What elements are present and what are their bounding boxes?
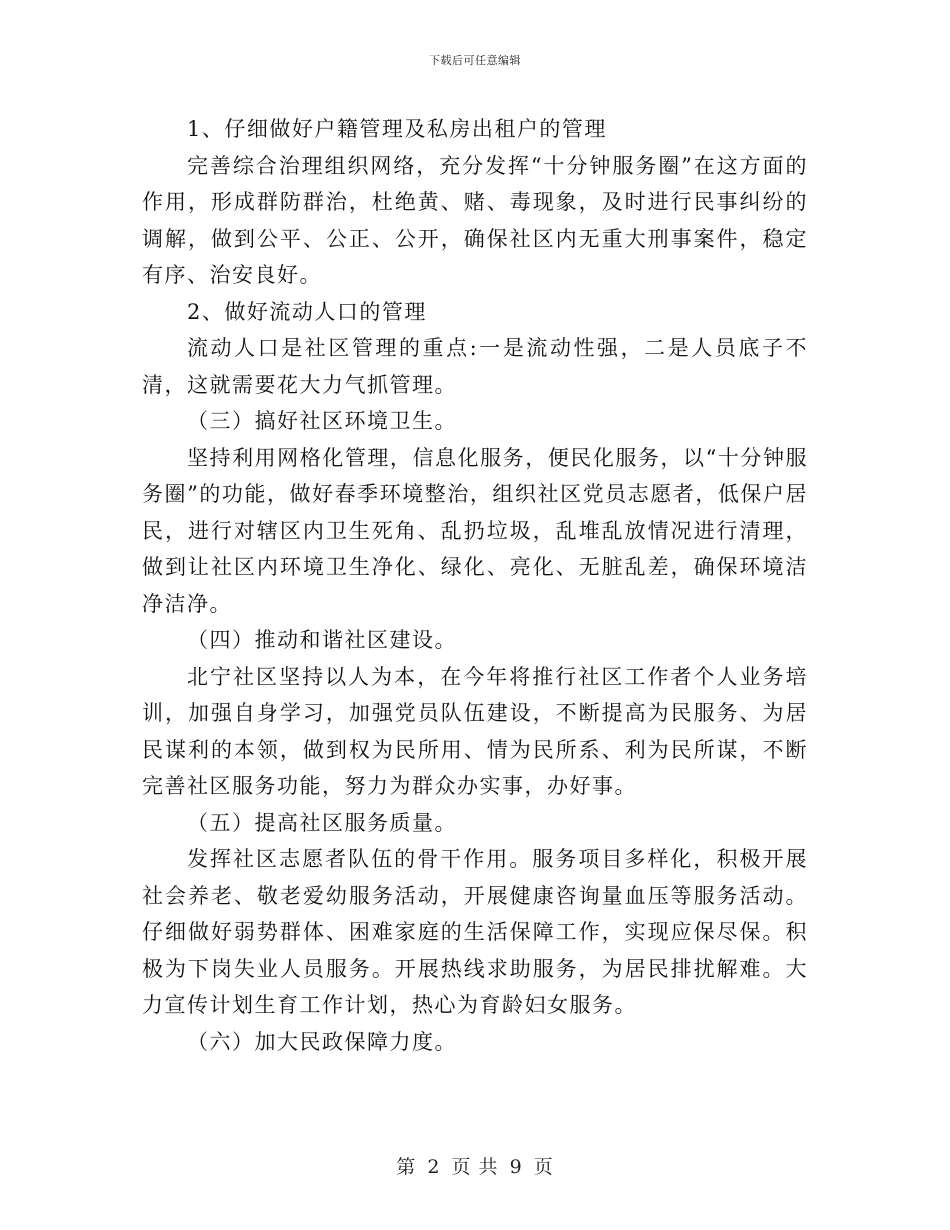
section-4-heading: （四）推动和谐社区建设。 [187,628,457,652]
page-suffix: 页 [533,1156,554,1178]
page-current-number: 2 [427,1156,441,1178]
page-mid: 页 共 [451,1156,499,1178]
page-prefix: 第 [396,1156,417,1178]
section-6-heading: （六）加大民政保障力度。 [187,1029,457,1054]
paragraph-2-heading: 2、做好流动人口的管理 [187,299,427,324]
paragraph-comprehensive-governance: 完善综合治理组织网络，充分发挥“十分钟服务圈”在这方面的作用，形成群防群治，杜绝黄、赌、毒现象，及时进行民事纠纷的调解，做到公平、公正、公开，确保社区内无重大刑事案件，稳定有序、治安良好。 [142,153,808,287]
page-footer [0,1152,950,1179]
section-5-heading: （五）提高社区服务质量。 [187,810,457,835]
section-3-heading: （三）搞好社区环境卫生。 [187,409,457,433]
paragraph-environment: 坚持利用网格化管理，信息化服务，便民化服务，以“十分钟服务圈”的功能，做好春季环境整治，组织社区党员志愿者，低保户居民，进行对辖区内卫生死角、乱扔垃圾，乱堆乱放情况进行清理，做到让社区内环境卫生净化、绿化、亮化、无脏乱差，确保环境洁净洁净。 [142,445,808,616]
document-body [142,111,808,1060]
paragraph-service-quality: 发挥社区志愿者队伍的骨干作用。服务项目多样化，积极开展社会养老、敬老爱幼服务活动，开展健康咨询量血压等服务活动。仔细做好弱势群体、困难家庭的生活保障工作，实现应保尽保。积极为下岗失业人员服务。开展热线求助服务，为居民排扰解难。大力宣传计划生育工作计划，热心为育龄妇女服务。 [142,847,808,1017]
paragraph-harmonious-community: 北宁社区坚持以人为本，在今年将推行社区工作者个人业务培训，加强自身学习，加强党员队伍建设，不断提高为民服务、为居民谋利的本领，做到权为民所用、情为民所系、利为民所谋，不断完善社区服务功能，努力为群众办实事，办好事。 [142,664,808,798]
page-total-number: 9 [509,1156,523,1178]
page-header: 下载后可任意编辑 [429,54,521,67]
paragraph-floating-population: 流动人口是社区管理的重点:一是流动性强，二是人员底子不清，这就需要花大力气抓管理。 [142,336,808,397]
paragraph-1-heading: 1、仔细做好户籍管理及私房出租户的管理 [187,117,607,141]
